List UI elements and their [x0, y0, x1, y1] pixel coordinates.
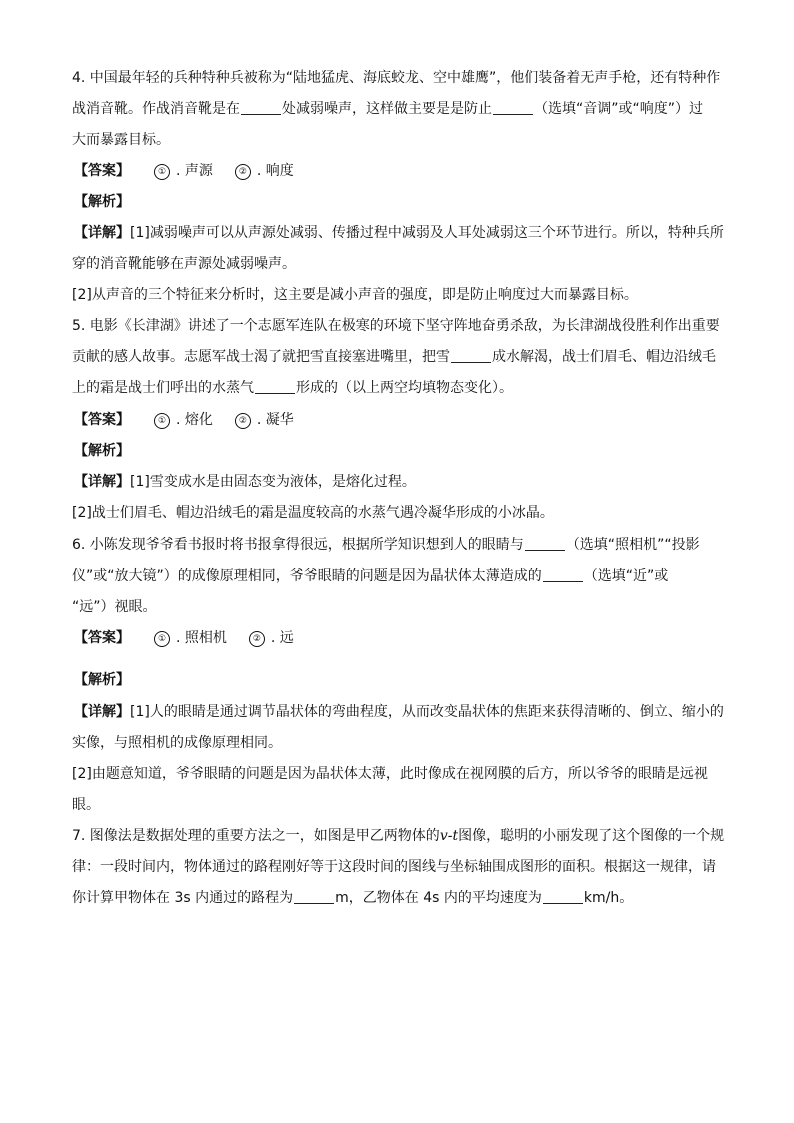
answer-1: . 声源	[176, 163, 213, 179]
answer-blank[interactable]	[241, 100, 281, 115]
detail-tag: 【详解】	[74, 225, 130, 241]
q6-text: 仪”或“放大镜”）的成像原理相同，爷爷眼睛的问题是因为晶状体太薄造成的	[72, 568, 542, 584]
answer-1: . 照相机	[176, 630, 227, 646]
q4-detail-line1	[74, 223, 724, 243]
q7-stem-line1	[72, 826, 724, 846]
circled-number: ①	[154, 631, 170, 647]
q4-text: （选填“音调”或“响度”）过	[534, 101, 704, 117]
q5-text: 贡献的感人故事。志愿军战士渴了就把雪直接塞进嘴里，把雪	[72, 349, 450, 365]
q4-detail-line2: 穿的消音靴能够在声源处减弱噪声。	[72, 256, 296, 272]
answer-blank[interactable]	[543, 567, 583, 582]
answer-1: . 熔化	[176, 412, 213, 428]
q6-stem-line2	[72, 566, 668, 586]
q6-stem-line3: “远”）视眼。	[72, 599, 157, 615]
q6-detail-line1	[74, 702, 724, 722]
detail-tag: 【详解】	[74, 704, 130, 720]
q6-text: （选填“近”或	[583, 568, 669, 584]
q5-text: 上的霜是战士们呼出的水蒸气	[72, 380, 254, 396]
q7-text: 你计算甲物体在 3s 内通过的路程为	[72, 890, 294, 906]
circled-number: ②	[249, 631, 265, 647]
analysis-tag: 【解析】	[74, 194, 130, 210]
q5-stem-line1: 5. 电影《长津湖》讲述了一个志愿军连队在极寒的环境下坚守阵地奋勇杀敌，为长津湖战役胜利作出重要	[72, 318, 720, 334]
answer-tag: 【答案】	[74, 412, 130, 428]
q4-stem-line1: 4. 中国最年轻的兵种特种兵被称为“陆地猛虎、海底蛟龙、空中雄鹰”，他们装备着无声手枪，还有特种作	[72, 70, 721, 86]
q5-detail-line2: [2]战士们眉毛、帽边沿绒毛的霜是温度较高的水蒸气遇冷凝华形成的小冰晶。	[72, 505, 554, 521]
q4-stem-line3: 大而暴露目标。	[72, 132, 170, 148]
q5-stem-line2	[72, 347, 716, 367]
q7-text: km/h。	[583, 890, 634, 906]
answer-blank[interactable]	[543, 889, 583, 904]
q5-detail-line1	[74, 472, 416, 492]
q4-text: 战消音靴。作战消音靴是在	[72, 101, 240, 117]
q5-text: 成水解渴，战士们眉毛、帽边沿绒毛	[492, 349, 716, 365]
q6-stem-line1	[72, 535, 700, 555]
q4-answer	[74, 161, 294, 181]
q7-text: 7. 图像法是数据处理的重要方法之一，如图是甲乙两物体的	[72, 828, 440, 844]
q7-stem-line3	[72, 888, 633, 908]
q5-text: 形成的（以上两空均填物态变化）。	[296, 380, 513, 396]
answer-2: . 凝华	[256, 412, 294, 428]
answer-tag: 【答案】	[74, 630, 130, 646]
q6-answer	[74, 628, 294, 648]
q4-analysis-tag	[74, 192, 130, 212]
q5-stem-line3	[72, 378, 513, 398]
answer-blank[interactable]	[493, 100, 533, 115]
analysis-tag: 【解析】	[74, 672, 130, 688]
q5-analysis-tag	[74, 441, 130, 461]
answer-2: . 远	[270, 630, 294, 646]
q7-text: m，乙物体在 4s 内的平均速度为	[335, 890, 542, 906]
answer-blank[interactable]	[451, 348, 491, 363]
q4-stem-line2	[72, 99, 703, 119]
answer-blank[interactable]	[525, 536, 565, 551]
q6-text: 6. 小陈发现爷爷看书报时将书报拿得很远，根据所学知识想到人的眼睛与	[72, 537, 524, 553]
q5-answer	[74, 410, 294, 430]
detail-text: [1]雪变成水是由固态变为液体，是熔化过程。	[130, 474, 416, 490]
answer-blank[interactable]	[255, 379, 295, 394]
q4-text: 处减弱噪声，这样做主要是是防止	[282, 101, 492, 117]
circled-number: ①	[154, 413, 170, 429]
detail-text: [1]人的眼睛是通过调节晶状体的弯曲程度，从而改变晶状体的焦距来获得清晰的、倒立、缩小的	[130, 704, 724, 720]
q7-stem-line2: 律：一段时间内，物体通过的路程刚好等于这段时间的图线与坐标轴围成图形的面积。根据这一规律，请	[72, 859, 716, 875]
vt-italic: v-t	[439, 828, 459, 844]
answer-2: . 响度	[256, 163, 294, 179]
q6-analysis-tag	[74, 670, 130, 690]
detail-tag: 【详解】	[74, 474, 130, 490]
circled-number: ②	[235, 413, 251, 429]
circled-number: ①	[154, 164, 170, 180]
q6-text: （选填“照相机”“投影	[565, 537, 700, 553]
circled-number: ②	[235, 164, 251, 180]
q6-detail-line3: [2]由题意知道，爷爷眼睛的问题是因为晶状体太薄，此时像成在视网膜的后方，所以爷爷的眼睛是远视	[72, 766, 708, 782]
analysis-tag: 【解析】	[74, 443, 130, 459]
answer-blank[interactable]	[294, 889, 334, 904]
detail-text: [1]减弱噪声可以从声源处减弱、传播过程中减弱及人耳处减弱这三个环节进行。所以，特种兵所	[130, 225, 724, 241]
q6-detail-line2: 实像，与照相机的成像原理相同。	[72, 735, 282, 751]
answer-tag: 【答案】	[74, 163, 130, 179]
q7-text: 图像，聪明的小丽发现了这个图像的一个规	[458, 828, 725, 844]
q6-detail-line4: 眼。	[72, 797, 100, 813]
q4-detail-line3: [2]从声音的三个特征来分析时，这主要是减小声音的强度，即是防止响度过大而暴露目标。	[72, 287, 638, 303]
